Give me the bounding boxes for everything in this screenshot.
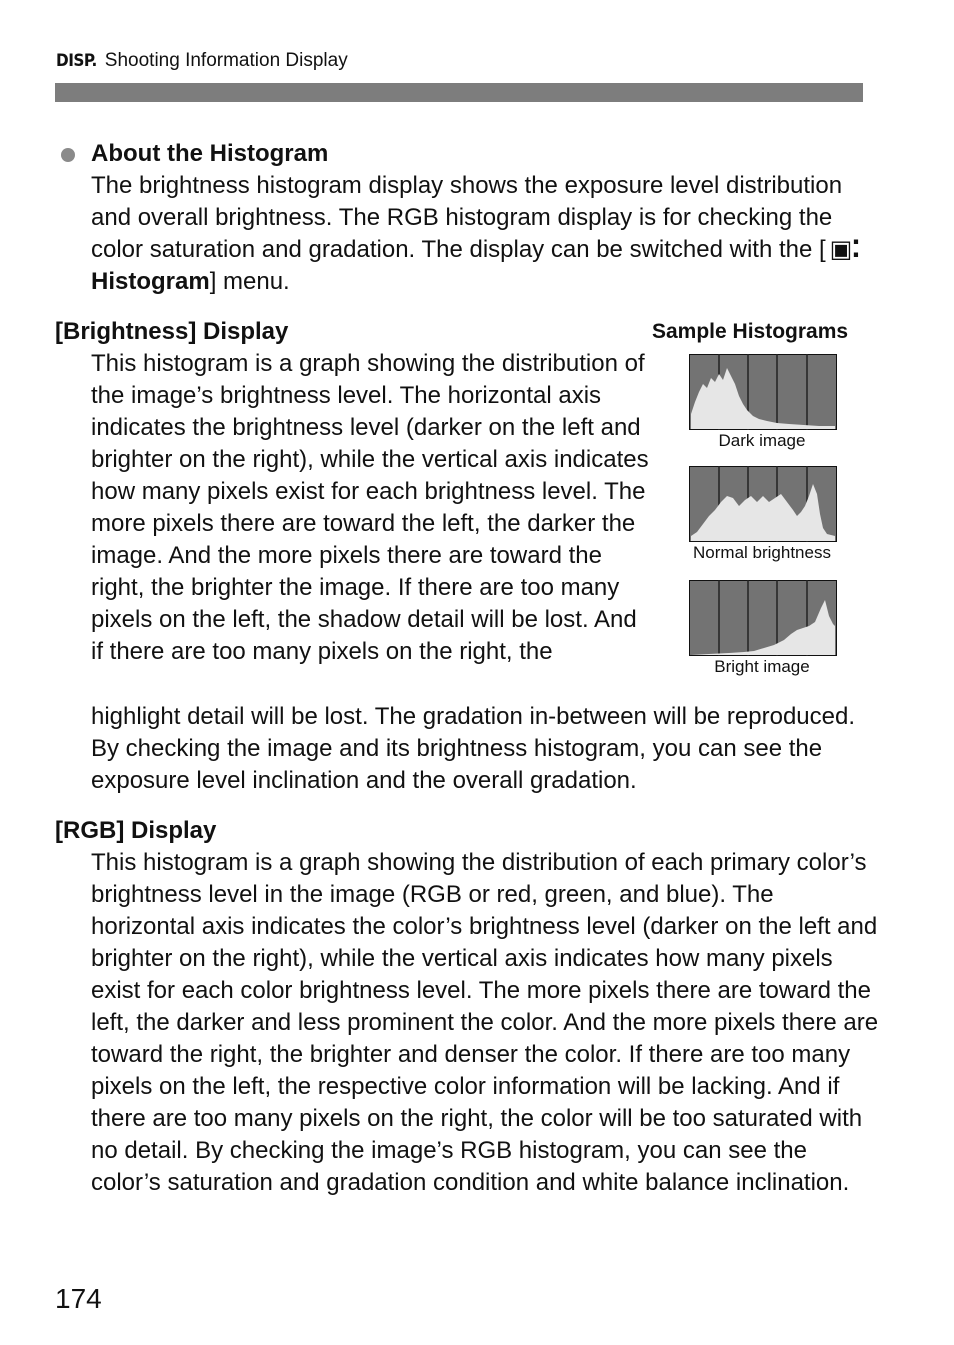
about-histogram-body bbox=[91, 170, 881, 298]
header-rule bbox=[55, 83, 863, 102]
normal-histogram bbox=[689, 466, 837, 542]
running-header bbox=[56, 50, 348, 72]
brightness-display-heading: [Brightness] Display bbox=[55, 318, 289, 345]
dark-histogram bbox=[689, 354, 837, 430]
about-body-text: The brightness histogram display shows the exposure level distribution and overall brightness. The RGB histogram display is for checking the color saturation and gradation. The display can be switched with the [ bbox=[91, 172, 843, 263]
brightness-display-body-cont: highlight detail will be lost. The gradation in-between will be reproduced. By checking the image and its brightness histogram, you can see the exposure level inclination and the overall gradation. bbox=[91, 703, 856, 794]
normal-brightness-label: Normal brightness bbox=[693, 543, 831, 562]
rgb-display-heading: [RGB] Display bbox=[55, 817, 217, 844]
bullet-icon bbox=[61, 148, 75, 162]
disp-icon: DISP. bbox=[56, 51, 97, 71]
about-body-end: ] menu. bbox=[209, 268, 290, 295]
bright-histogram bbox=[689, 580, 837, 656]
bright-image-label: Bright image bbox=[714, 657, 810, 676]
dark-image-label: Dark image bbox=[718, 431, 806, 450]
sample-histograms-title: Sample Histograms bbox=[652, 320, 849, 343]
histogram-menu-label: Histogram bbox=[91, 268, 210, 295]
about-histogram-heading: About the Histogram bbox=[91, 140, 329, 167]
page-number: 174 bbox=[55, 1283, 102, 1314]
brightness-display-body: This histogram is a graph showing the distribution of the image’s brightness level. The horizontal axis indicates the brightness level (darker on the left and brighter on the right), while the vertical axis indicates how many pixels exist for each brightness level. The more pixels there are toward the left, the darker the image. And the more pixels there are toward the right, the brighter the image. If there are too many pixels on the left, the shadow detail will be lost. And if there are too many pixels on the right, the bbox=[91, 350, 649, 665]
rgb-display-body: This histogram is a graph showing the distribution of each primary color’s brightness level in the image (RGB or red, green, and blue). The horizontal axis indicates the color’s brightness level (darker on the left and brighter on the right), while the vertical axis indicates how many pixels exist for each color brightness level. The more pixels there are toward the left, the darker and less prominent the color. And the more pixels there are toward the right, the brighter and denser the color. If there are too many pixels on the left, the respective color information will be lacking. And if there are too many pixels on the right, the color will be too saturated with no detail. By checking the image’s RGB histogram, you can see the color’s saturation and gradation condition and white balance inclination. bbox=[91, 849, 879, 1196]
header-title: Shooting Information Display bbox=[104, 50, 348, 71]
playback-menu-icon: ▣⁚ bbox=[829, 236, 860, 263]
